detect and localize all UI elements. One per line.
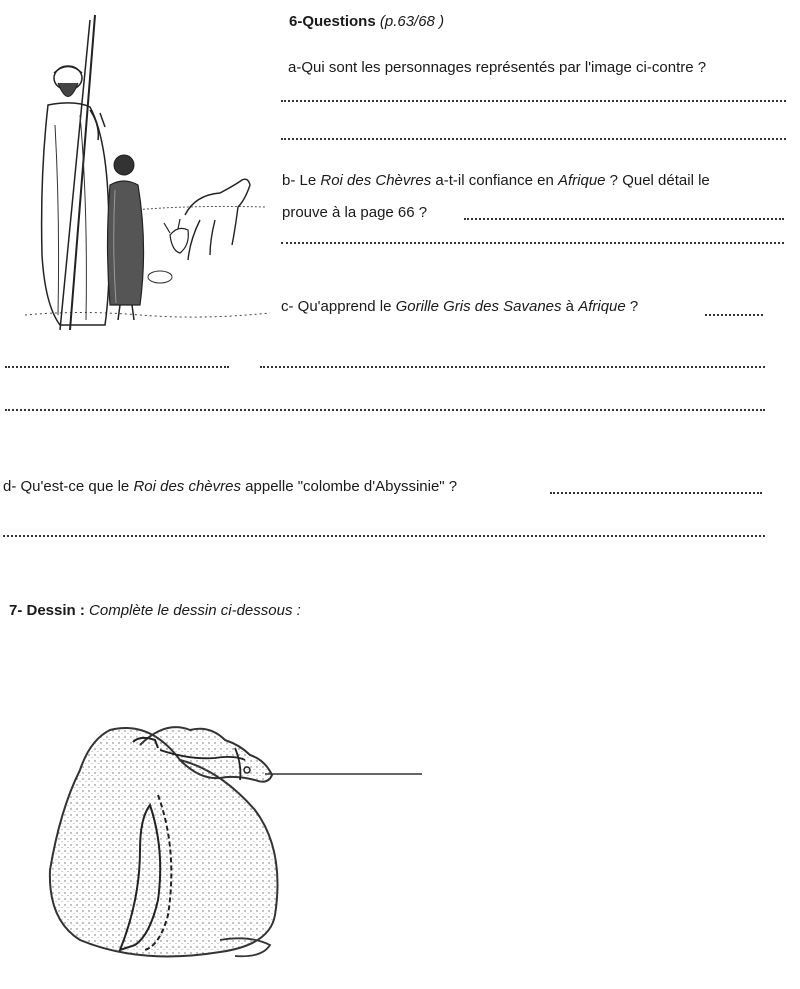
- answer-line-c1[interactable]: [705, 314, 763, 316]
- answer-line-a1[interactable]: [281, 100, 786, 102]
- answer-line-d1[interactable]: [550, 492, 762, 494]
- question-b-line2: prouve à la page 66 ?: [282, 204, 428, 221]
- section-6-title: 6-Questions: [289, 13, 376, 30]
- question-d-roi: Roi des chèvres: [133, 478, 241, 495]
- question-b-pre: b- Le: [282, 172, 321, 189]
- section-7-instruction: Complète le dessin ci-dessous :: [89, 602, 301, 619]
- answer-line-c4[interactable]: [5, 409, 765, 411]
- question-b-roi: Roi des Chèvres: [320, 172, 432, 189]
- illustration-man-boy-goat: [20, 15, 280, 345]
- answer-line-d2[interactable]: [3, 535, 765, 537]
- question-d-pre: d- Qu'est-ce que le: [3, 478, 134, 495]
- question-b-post: ? Quel détail le: [605, 172, 710, 189]
- question-d: [3, 478, 457, 495]
- question-b-afrique: Afrique: [557, 172, 606, 189]
- question-b-mid: a-t-il confiance en: [431, 172, 558, 189]
- question-c-post: ?: [625, 298, 639, 315]
- section-6-pages: (p.63/68 ): [379, 13, 445, 30]
- camel-drawing: [40, 700, 440, 970]
- question-b: [282, 172, 710, 189]
- question-c-gorille: Gorille Gris des Savanes: [395, 298, 562, 315]
- answer-line-b1[interactable]: [464, 218, 784, 220]
- section-7-header: [9, 602, 301, 619]
- answer-line-b2[interactable]: [281, 242, 784, 244]
- question-c-mid: à: [561, 298, 579, 315]
- question-d-post: appelle "colombe d'Abyssinie" ?: [241, 478, 458, 495]
- question-a: a-Qui sont les personnages représentés par l'image ci-contre ?: [288, 59, 707, 76]
- question-c-afrique: Afrique: [578, 298, 626, 315]
- question-c: [281, 298, 638, 315]
- section-6-header: [289, 13, 444, 30]
- answer-line-c2[interactable]: [5, 366, 229, 368]
- answer-line-a2[interactable]: [281, 138, 786, 140]
- answer-line-c3[interactable]: [260, 366, 765, 368]
- section-7-title: 7- Dessin :: [9, 602, 85, 619]
- question-c-pre: c- Qu'apprend le: [281, 298, 396, 315]
